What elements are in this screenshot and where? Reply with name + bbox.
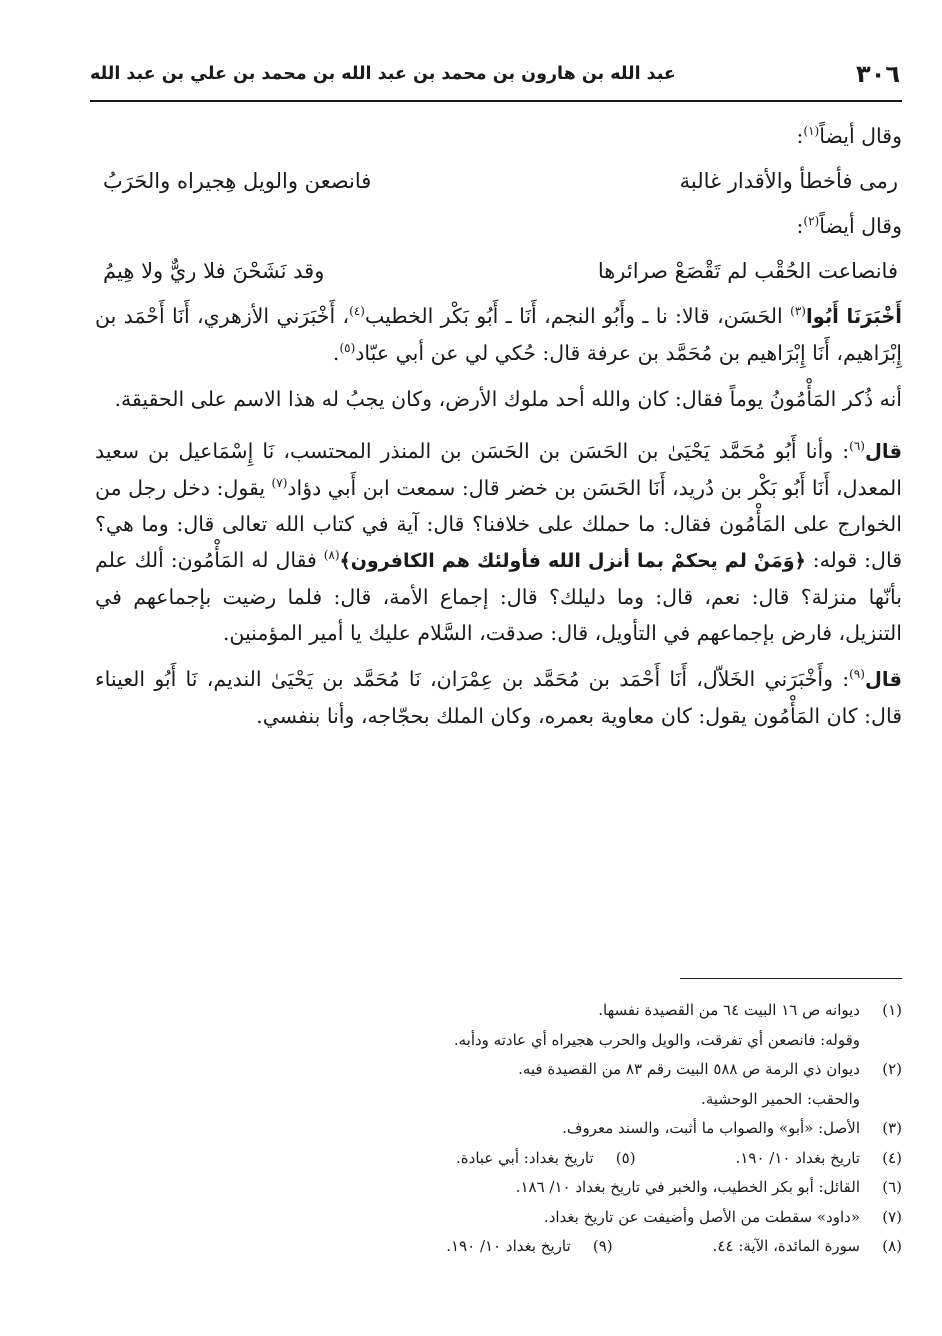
- verse-intro-1-end: :: [796, 124, 804, 148]
- narration-paragraph-2: أنه ذُكر المَأْمُونُ يوماً فقال: كان والله أحد ملوك الأرض، وكان يجبُ له هذا الاسم على الحقيقة.: [114, 387, 902, 411]
- footnote-text: «داود» سقطت من الأصل وأضيفت عن تاريخ بغداد.: [543, 1207, 860, 1226]
- footnote-text: سورة المائدة، الآية: ٤٤.: [712, 1237, 860, 1255]
- main-text: [95, 118, 902, 734]
- akhbarana-lead: أَخْبَرَنَا: [846, 305, 902, 328]
- p3-text-c: فقال له المَأْمُون: ألك علم بأنّها منزلة؟ قال: نعم، قال: وما دليلك؟ قال: إجماع الأمة، قال: فلما رضيت بإجماعهم في التنزيل، فارض بإجماعهم في التأويل، قال: صدقت، السَّلام عليك يا أمير المؤمنين.: [95, 548, 902, 645]
- footnote-number: (٥): [615, 1148, 636, 1167]
- verse-1-hemistich-2: فانصعن والويل هِجيراه والحَرَبُ: [103, 169, 372, 193]
- footnote-2-continuation: والحقب: الحمير الوحشية.: [701, 1089, 860, 1108]
- qala-lead-6: قال: [864, 440, 902, 463]
- page-header: [90, 58, 902, 102]
- verse-intro-2-end: :: [796, 214, 804, 238]
- verse-intro-1-text: وقال أيضاً: [819, 124, 902, 148]
- verse-1-hemistich-1: رمى فأخطأ والأقدار غالبة: [679, 169, 898, 193]
- footnote-number: (٦): [882, 1178, 902, 1196]
- footnote-6: [95, 1173, 902, 1203]
- footnote-7: [95, 1203, 902, 1233]
- narration-paragraph-3: [95, 433, 902, 651]
- footnote-text: ديوان ذي الرمة ص ٥٨٨ البيت رقم ٨٣ من القصيدة فيه.: [518, 1060, 860, 1078]
- footnote-number: (٢): [882, 1060, 902, 1078]
- footnote-number: (١): [882, 1001, 902, 1019]
- footnote-ref-9: (٩): [849, 667, 865, 682]
- footnote-text: تاريخ بغداد: أبي عبادة.: [456, 1148, 594, 1167]
- poem-verse-1: [95, 154, 902, 208]
- footnote-2: [95, 1055, 902, 1085]
- footnote-text: تاريخ بغداد ١٠/ ١٩٠.: [735, 1148, 860, 1167]
- verse-2-hemistich-2: وقد نَشَحْنَ فلا ريٌّ ولا هِيمُ: [103, 259, 325, 283]
- footnote-text: ديوانه ص ١٦ البيت ٦٤ من القصيدة نفسها.: [598, 1001, 860, 1019]
- footnote-text: تاريخ بغداد ١٠/ ١٩٠.: [446, 1237, 571, 1255]
- footnote-3: [95, 1114, 902, 1144]
- p1-abawa: أَبُوا: [805, 305, 847, 328]
- footnote-8-and-9: [95, 1232, 902, 1262]
- qala-lead-9: قال: [864, 668, 902, 691]
- footnote-ref-3: (٣): [790, 304, 806, 319]
- p1-end: .: [332, 341, 340, 365]
- poem-verse-2: [95, 244, 902, 298]
- verse-intro-2-text: وقال أيضاً: [819, 214, 902, 238]
- footnote-ref-4: (٤): [349, 304, 365, 319]
- footnote-ref-8: (٨): [323, 548, 340, 563]
- p1-text-b: الحَسَن، قالا: نا ـ وأَبُو النجم، أَنَا ـ أَبُو بَكْر الخطيب: [364, 304, 791, 328]
- running-head: عبد الله بن هارون بن محمد بن عبد الله بن محمد بن علي بن عبد الله: [90, 64, 676, 84]
- footnote-ref-1: (١): [803, 124, 820, 139]
- verse-intro-1: [95, 118, 902, 154]
- footnote-number: (٨): [882, 1237, 902, 1255]
- footnote-ref-5: (٥): [339, 341, 356, 356]
- footnote-text: القائل: أبو بكر الخطيب، والخبر في تاريخ بغداد ١٠/ ١٨٦.: [515, 1178, 860, 1196]
- p4-text-a: : وأَخْبَرَني الخَلاّل، أَنَا أَحْمَد بن مُحَمَّد بن عِمْرَان، نَا مُحَمَّد بن يَحْيَىٰ النديم، نَا أَبُو العيناء قال: كان المَأْمُون يقول: كان معاوية بعمره، وكان الملك بحجّاجه، وأنا بنفسي.: [95, 667, 902, 728]
- verse-2-hemistich-1: فانصاعت الحُقْب لم تَقْصَعْ صرائرها: [597, 259, 898, 283]
- footnote-number: (٩): [592, 1237, 613, 1255]
- footnote-ref-6: (٦): [849, 439, 865, 454]
- footnote-ref-2: (٢): [803, 214, 820, 229]
- footnote-1: [95, 996, 902, 1026]
- p3-text-b: يقول: دخل رجل من الخوارج على المَأْمُون فقال: ما حملك على خلافنا؟ قال: آية في كتاب الله تعالى قال: وما هي؟ قال: قوله:: [95, 476, 902, 572]
- narration-paragraph-4: [95, 661, 902, 734]
- footnotes: [95, 996, 902, 1262]
- p3-text-a: : وأنا أَبُو مُحَمَّد يَحْيَىٰ بن الحَسَن بن الحَسَن بن المنذر المحتسب، نَا إِسْمَاعيل بن سعيد المعدل، أَنَا أَبُو بَكْر بن دُريد، أَنَا الحَسَن بن خضر قال: سمعت ابن أَبي دؤاد: [95, 439, 902, 500]
- footnote-number: (٤): [882, 1148, 902, 1167]
- footnote-text: الأصل: «أبو» والصواب ما أثبت، والسند معروف.: [562, 1119, 860, 1137]
- quran-quote: ﴿وَمَنْ لم يحكمْ بما أنزل الله فأولئك هم الكافرون﴾: [339, 550, 806, 572]
- footnote-4-and-5: [95, 1144, 902, 1174]
- page-number: ٣٠٦: [856, 60, 900, 88]
- p1-text-c: ، أَخْبَرَني الأزهري، أَنَا أَحْمَد بن إِبْرَاهيم، أَنَا إِبْرَاهيم بن مُحَمَّد بن عرفة قال: حُكي لي عن أبي عبّاد: [95, 304, 902, 365]
- footnote-number: (٣): [882, 1119, 902, 1137]
- isnad-paragraph-1: [95, 298, 902, 371]
- footnote-separator: [680, 978, 902, 979]
- footnote-1-continuation: وقوله: فانصعن أي تفرقت، والويل والحرب هجيراه أي عادته ودأبه.: [453, 1030, 860, 1049]
- verse-intro-2: [95, 208, 902, 244]
- footnote-ref-7: (٧): [271, 476, 288, 491]
- footnote-number: (٧): [882, 1207, 902, 1226]
